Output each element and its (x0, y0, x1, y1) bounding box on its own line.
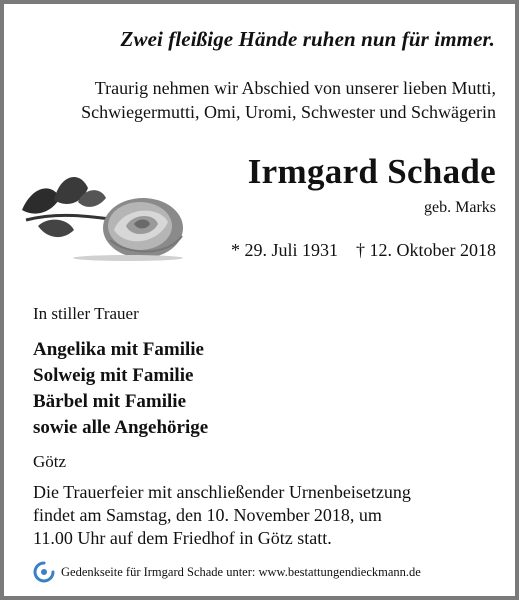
memorial-footer[interactable] (33, 561, 503, 583)
mourner-entry: Solweig mit Familie (33, 365, 194, 386)
maiden-name: geb. Marks (424, 199, 496, 216)
mourner-entry: Angelika mit Familie (33, 339, 204, 360)
mourner-entry: sowie alle Angehörige (33, 417, 209, 438)
deceased-name: Irmgard Schade (247, 152, 496, 191)
mourners-list (33, 337, 208, 441)
place-name: Götz (33, 452, 67, 471)
intro-line: Traurig nehmen wir Abschied von unserer lieben Mutti, (94, 78, 496, 98)
intro-text (20, 76, 496, 124)
ceremony-line: findet am Samstag, den 10. November 2018, um (33, 505, 382, 525)
life-dates: * 29. Juli 1931 † 12. Oktober 2018 (231, 240, 496, 260)
mourning-intro: In stiller Trauer (33, 304, 139, 323)
memorial-logo-icon (33, 561, 55, 583)
ceremony-line: Die Trauerfeier mit anschließender Urnenbeisetzung (33, 482, 411, 502)
memorial-link-text[interactable]: Gedenkseite für Irmgard Schade unter: www.bestattungendieckmann.de (61, 564, 421, 579)
ceremony-line: 11.00 Uhr auf dem Friedhof in Götz statt. (33, 528, 332, 548)
intro-line: Schwiegermutti, Omi, Uromi, Schwester und Schwägerin (81, 102, 496, 122)
rose-image (18, 160, 190, 262)
ceremony-text (33, 481, 473, 550)
motto-heading: Zwei fleißige Hände ruhen nun für immer. (120, 27, 495, 51)
mourner-entry: Bärbel mit Familie (33, 391, 187, 412)
